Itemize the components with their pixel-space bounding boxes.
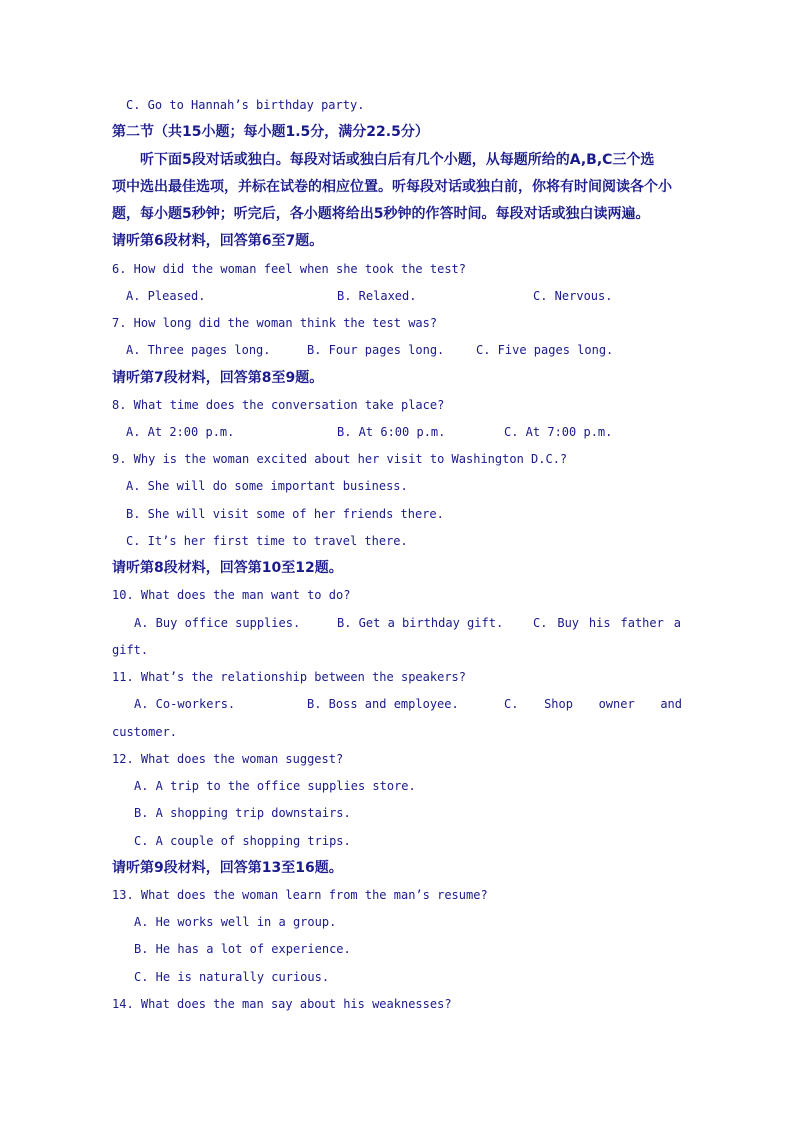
q6-option-c: C. Nervous. — [533, 289, 613, 303]
q10-option-c-part: father — [620, 616, 664, 630]
q10-option-c-part: his — [588, 616, 611, 630]
material-6-heading: 请听第6段材料，回答第6至7题。 — [112, 233, 324, 249]
q13-option-a: A. He works well in a group. — [134, 915, 337, 929]
q9-option-b: B. She will visit some of her friends there. — [126, 507, 444, 521]
instructions-line-2: 项中选出最佳选项，并标在试卷的相应位置。听每段对话或独白前，你将有时间阅读各个小 — [112, 179, 672, 195]
q10-option-c-part: C. — [533, 616, 548, 630]
q11-option-c — [504, 694, 682, 714]
q11-option-a: A. Co-workers. — [134, 697, 236, 711]
q11-option-c-part: owner — [598, 697, 635, 711]
q12-option-a: A. A trip to the office supplies store. — [134, 779, 416, 793]
q8-option-a: A. At 2:00 p.m. — [126, 425, 235, 439]
q8-option-c: C. At 7:00 p.m. — [504, 425, 613, 439]
question-12: 12. What does the woman suggest? — [112, 752, 344, 766]
q8-option-b: B. At 6:00 p.m. — [337, 425, 446, 439]
q11-option-c-part: Shop — [544, 697, 573, 711]
q12-option-c: C. A couple of shopping trips. — [134, 834, 351, 848]
q10-option-c-part: Buy — [557, 616, 580, 630]
q11-option-b: B. Boss and employee. — [307, 697, 459, 711]
instructions-line-1: 听下面5段对话或独白。每段对话或独白后有几个小题，从每题所给的A,B,C三个选 — [140, 152, 655, 168]
question-10: 10. What does the man want to do? — [112, 588, 351, 602]
q7-option-c: C. Five pages long. — [476, 343, 614, 357]
q6-option-a: A. Pleased. — [126, 289, 206, 303]
q13-option-c: C. He is naturally curious. — [134, 970, 330, 984]
q9-option-a: A. She will do some important business. — [126, 479, 408, 493]
q10-option-a: A. Buy office supplies. — [134, 616, 301, 630]
material-8-heading: 请听第8段材料，回答第10至12题。 — [112, 560, 343, 576]
q12-option-b: B. A shopping trip downstairs. — [134, 806, 351, 820]
option-c-q5: C. Go to Hannah’s birthday party. — [126, 98, 365, 112]
q7-option-a: A. Three pages long. — [126, 343, 271, 357]
material-7-heading: 请听第7段材料，回答第8至9题。 — [112, 370, 324, 386]
question-7: 7. How long did the woman think the test was? — [112, 316, 438, 330]
q11-option-c-part: and — [660, 697, 682, 711]
question-9: 9. Why is the woman excited about her visit to Washington D.C.? — [112, 452, 568, 466]
q13-option-b: B. He has a lot of experience. — [134, 942, 351, 956]
question-11: 11. What’s the relationship between the speakers? — [112, 670, 467, 684]
q9-option-c: C. It’s her first time to travel there. — [126, 534, 408, 548]
instructions-line-3: 题，每小题5秒钟；听完后，各小题将给出5秒钟的作答时间。每段对话或独白读两遍。 — [112, 206, 650, 222]
question-8: 8. What time does the conversation take place? — [112, 398, 445, 412]
material-9-heading: 请听第9段材料，回答第13至16题。 — [112, 860, 343, 876]
q10-option-c — [533, 613, 681, 633]
q7-option-b: B. Four pages long. — [307, 343, 445, 357]
question-14: 14. What does the man say about his weaknesses? — [112, 997, 452, 1011]
q6-option-b: B. Relaxed. — [337, 289, 417, 303]
q10-option-c-wrap: gift. — [112, 643, 149, 657]
q11-option-c-part: C. — [504, 697, 519, 711]
section-heading: 第二节（共15小题；每小题1.5分，满分22.5分） — [112, 124, 429, 140]
q10-option-c-part: a — [673, 616, 681, 630]
q10-option-b: B. Get a birthday gift. — [337, 616, 504, 630]
question-6: 6. How did the woman feel when she took the test? — [112, 262, 467, 276]
question-13: 13. What does the woman learn from the man’s resume? — [112, 888, 488, 902]
q11-option-c-wrap: customer. — [112, 725, 178, 739]
